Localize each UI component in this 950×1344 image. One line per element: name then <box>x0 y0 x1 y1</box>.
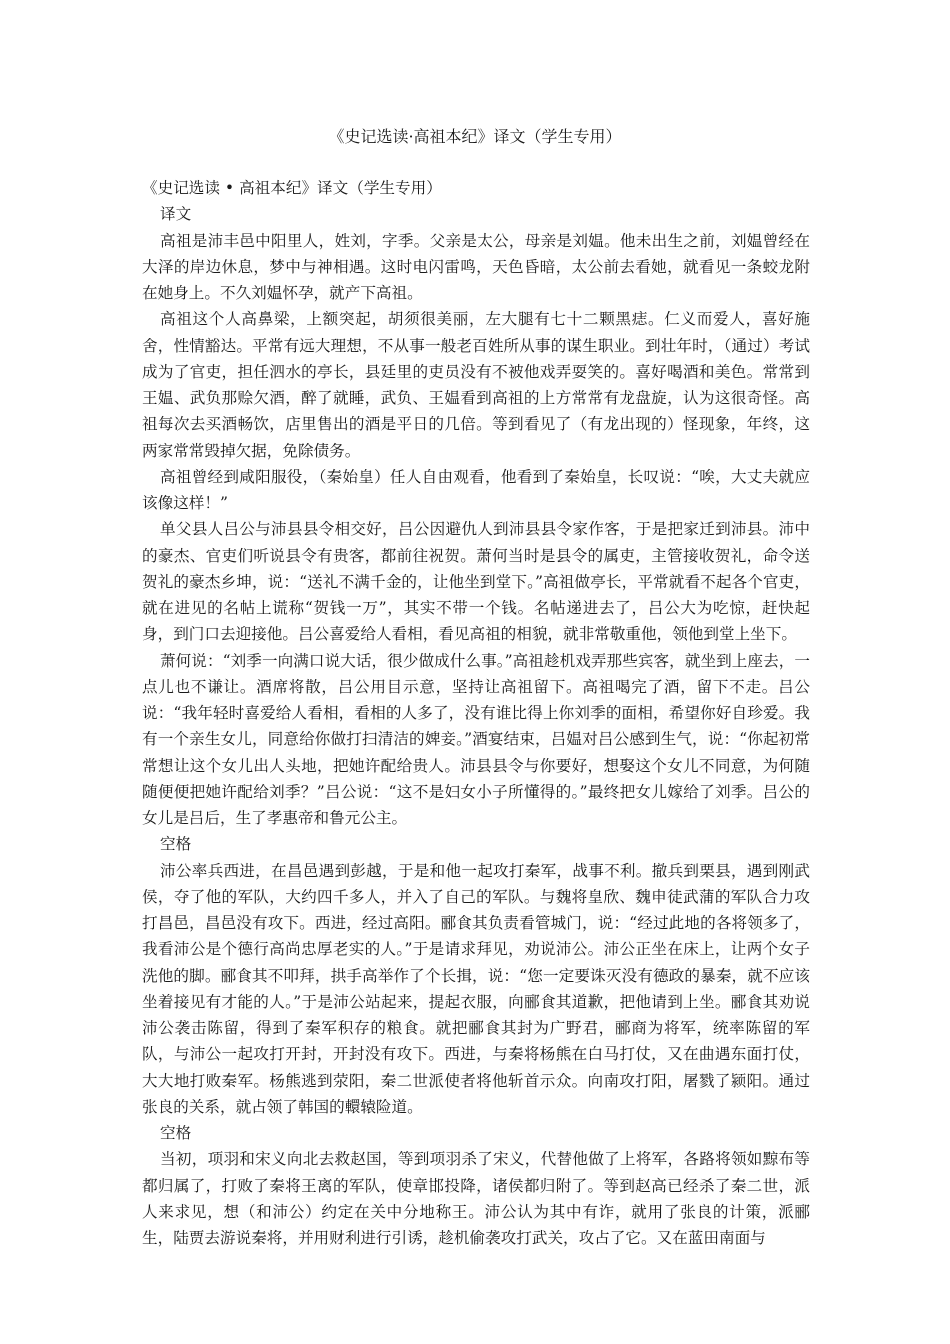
document-body <box>142 175 810 1251</box>
document-title: 《史记选读·高祖本纪》译文（学生专用） <box>328 127 622 146</box>
document-subtitle: 《史记选读 • 高祖本纪》译文（学生专用） <box>142 179 442 197</box>
paragraph: 单父县人吕公与沛县县令相交好，吕公因避仇人到沛县县令家作客，于是把家迁到沛县。沛中的豪杰、官吏们听说县令有贵客，都前往祝贺。萧何当时是县令的属吏，主管接收贺礼，命令送贺礼的豪杰乡坤，说：“送礼不满千金的，让他坐到堂下。”高祖做亭长，平常就看不起各个官吏，就在进见的名帖上谎称“贺钱一万”，其实不带一个钱。名帖递进去了，吕公大为吃惊，赶快起身，到门口去迎接他。吕公喜爱给人看相，看见高祖的相貌，就非常敬重他，领他到堂上坐下。 <box>142 520 810 644</box>
section-separator: 空格 <box>160 835 192 854</box>
paragraph: 高祖是沛丰邑中阳里人，姓刘，字季。父亲是太公，母亲是刘媪。他未出生之前，刘媪曾经在大泽的岸边休息，梦中与神相遇。这时电闪雷鸣，天色昏暗，太公前去看她，就看见一条蛟龙附在她身上。不久刘媪怀孕，就产下高祖。 <box>142 231 810 302</box>
paragraph: 萧何说：“刘季一向满口说大话，很少做成什么事。”高祖趁机戏弄那些宾客，就坐到上座去，一点儿也不谦让。酒席将散，吕公用目示意，坚持让高祖留下。高祖喝完了酒，留下不走。吕公说：“我年轻时喜爱给人看相，看相的人多了，没有谁比得上你刘季的面相，希望你好自珍爱。我有一个亲生女儿，同意给你做打扫清洁的婢妾。”酒宴结束，吕媪对吕公感到生气，说：“你起初常常想让这个女儿出人头地，把她许配给贵人。沛县县令与你要好，想娶这个女儿不同意，为何随随便便把她许配给刘季？”吕公说：“这不是妇女小子所懂得的。”最终把女儿嫁给了刘季。吕公的女儿是吕后，生了孝惠帝和鲁元公主。 <box>142 651 810 827</box>
paragraph: 高祖曾经到咸阳服役，（秦始皇）任人自由观看，他看到了秦始皇，长叹说：“唉，大丈夫就应该像这样！” <box>142 467 810 512</box>
section-heading-translation: 译文 <box>160 205 192 224</box>
paragraph: 高祖这个人高鼻梁，上额突起，胡须很美丽，左大腿有七十二颗黑痣。仁义而爱人，喜好施舍，性情豁达。平常有远大理想，不从事一般老百姓所从事的谋生职业。到壮年时，（通过）考试成为了官吏，担任泗水的亭长，县廷里的吏员没有不被他戏弄耍笑的。喜好喝酒和美色。常常到王媪、武负那赊欠酒，醉了就睡，武负、王媪看到高祖的上方常常有龙盘旋，认为这很奇怪。高祖每次去买酒畅饮，店里售出的酒是平日的几倍。等到看见了（有龙出现的）怪现象，年终，这两家常常毁掉欠据，免除债务。 <box>142 310 810 460</box>
paragraph: 沛公率兵西进，在昌邑遇到彭越，于是和他一起攻打秦军，战事不利。撤兵到栗县，遇到刚武侯，夺了他的军队，大约四千多人，并入了自己的军队。与魏将皇欣、魏申徒武蒲的军队合力攻打昌邑，昌邑没有攻下。西进，经过高阳。郦食其负责看管城门，说：“经过此地的各将领多了，我看沛公是个德行高尚忠厚老实的人。”于是请求拜见，劝说沛公。沛公正坐在床上，让两个女子洗他的脚。郦食其不叩拜，拱手高举作了个长揖，说：“您一定要诛灭没有德政的暴秦，就不应该坐着接见有才能的人。”于是沛公站起来，提起衣服，向郦食其道歉，把他请到上坐。郦食其劝说沛公袭击陈留，得到了秦军积存的粮食。就把郦食其封为广野君，郦商为将军，统率陈留的军队，与沛公一起攻打开封，开封没有攻下。西进，与秦将杨熊在白马打仗，又在曲遇东面打仗，大大地打败秦军。杨熊逃到荥阳，秦二世派使者将他斩首示众。向南攻打阳，屠戮了颍阳。通过张良的关系，就占领了韩国的轘辕险道。 <box>142 861 810 1116</box>
section-separator: 空格 <box>160 1124 192 1142</box>
paragraph: 当初，项羽和宋义向北去救赵国，等到项羽杀了宋义，代替他做了上将军，各路将领如黥布等都归属了，打败了秦将王离的军队，使章邯投降，诸侯都归附了。等到赵高已经杀了秦二世，派人来求见，想（和沛公）约定在关中分地称王。沛公认为其中有诈，就用了张良的计策，派郦生，陆贾去游说秦将，并用财利进行引诱，趁机偷袭攻打武关，攻占了它。又在蓝田南面与 <box>142 1150 810 1247</box>
